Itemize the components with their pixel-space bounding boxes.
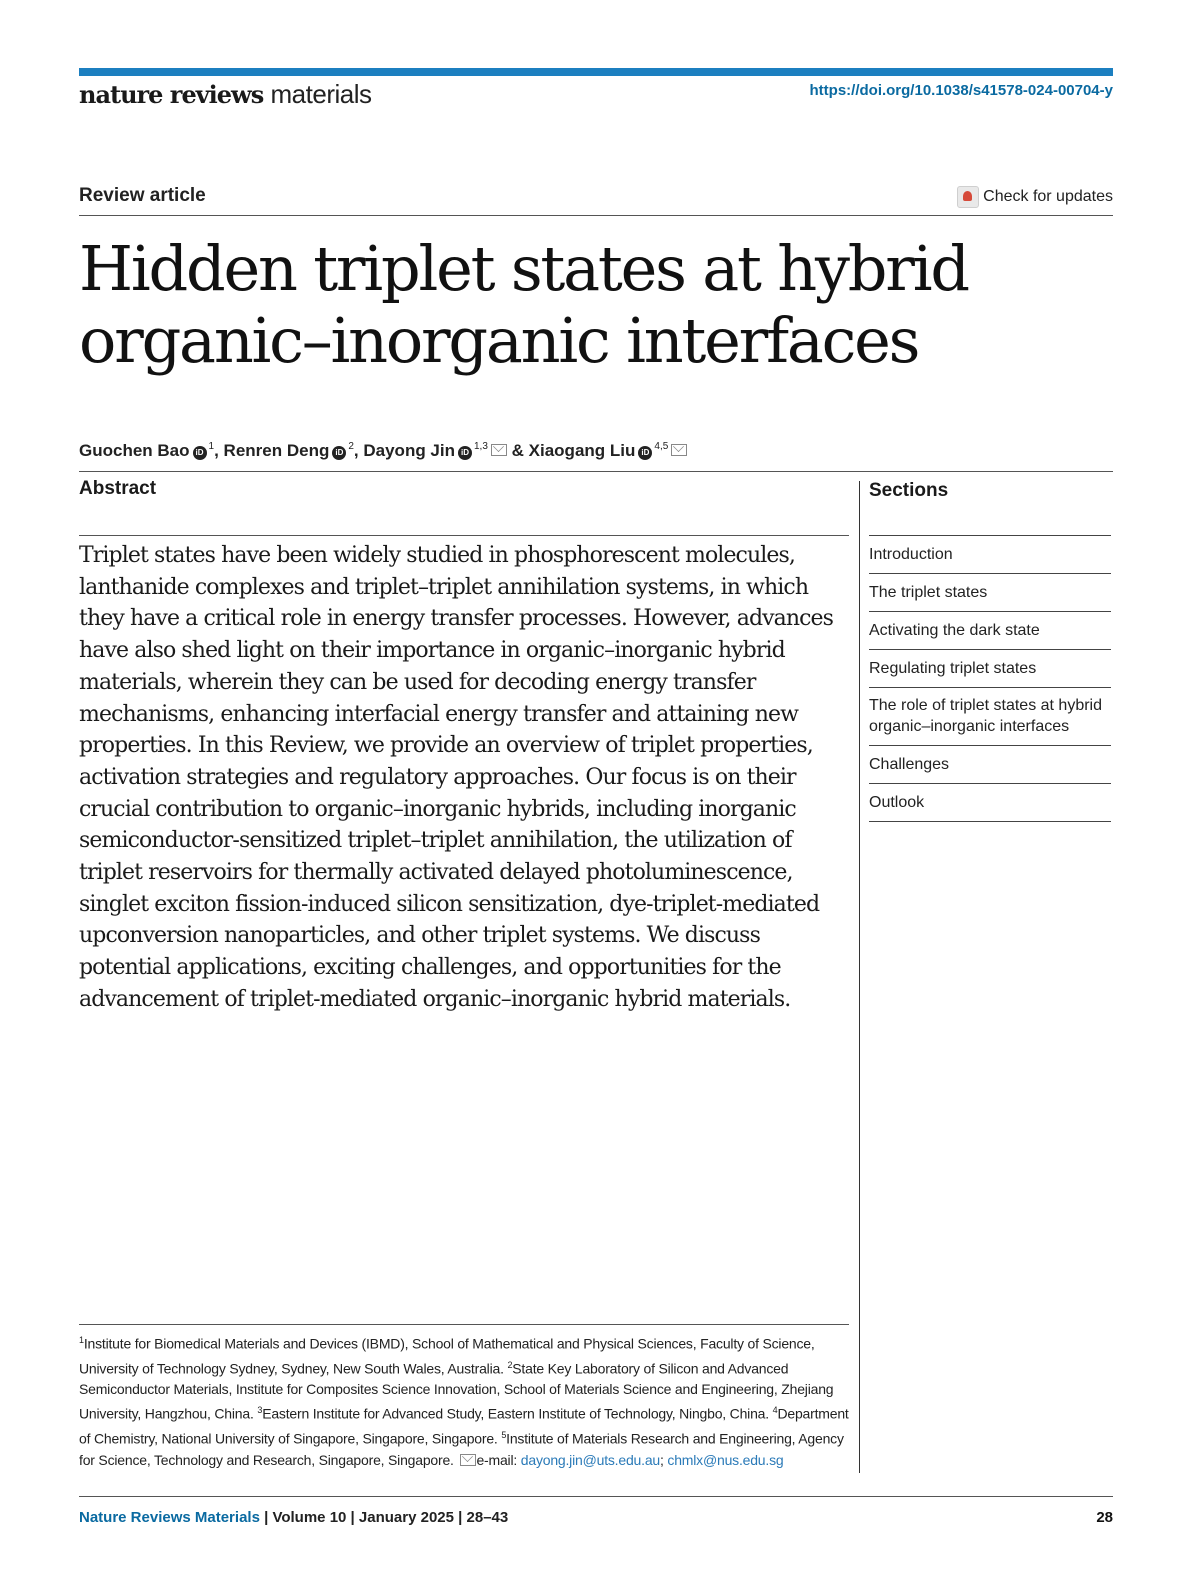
article-title: Hidden triplet states at hybrid organic–inorganic interfaces	[79, 232, 968, 377]
orcid-icon[interactable]: iD	[193, 446, 207, 460]
journal-logo	[79, 77, 372, 112]
affiliation: Department of Chemistry, National University of Singapore, Singapore, Singapore.	[79, 1405, 849, 1447]
affiliations-rule	[79, 1324, 849, 1325]
author-affiliation-sup: 1,3	[474, 441, 488, 452]
author-affiliation-sup: 2	[348, 441, 354, 452]
affiliations-text	[79, 1330, 849, 1471]
section-link-activating-dark-state[interactable]: Activating the dark state	[869, 612, 1111, 650]
section-link-challenges[interactable]: Challenges	[869, 746, 1111, 784]
email-separator: ;	[660, 1451, 664, 1468]
header-accent-bar	[79, 68, 1113, 76]
author-separator: ,	[353, 441, 359, 460]
header-rule	[79, 215, 1113, 216]
authors-rule	[79, 471, 1113, 472]
author-affiliation-sup: 1	[208, 441, 215, 452]
affiliation-sup: 5	[501, 1429, 507, 1440]
column-divider	[859, 481, 860, 1473]
orcid-icon[interactable]: iD	[638, 446, 652, 460]
footer-rule	[79, 1496, 1113, 1497]
author-separator: &	[511, 441, 524, 460]
affiliation-sup: 1	[79, 1335, 84, 1345]
check-for-updates-label: Check for updates	[983, 188, 1113, 205]
journal-brand: nature reviews	[79, 80, 264, 109]
orcid-icon[interactable]: iD	[332, 446, 346, 460]
journal-subtitle: materials	[270, 79, 372, 109]
article-type: Review article	[79, 185, 206, 206]
email-label: e-mail:	[476, 1451, 518, 1468]
author-list	[79, 441, 687, 461]
email-link-liu[interactable]: chmlx@nus.edu.sg	[667, 1451, 784, 1468]
author-affiliation-sup: 4,5	[654, 441, 669, 452]
abstract-rule	[79, 535, 849, 536]
section-link-role-of-triplet-states[interactable]: The role of triplet states at hybrid organic–inorganic interfaces	[869, 688, 1111, 746]
author-name[interactable]: Guochen Bao	[79, 441, 190, 460]
footer-citation	[79, 1509, 508, 1526]
author-separator: ,	[214, 441, 219, 460]
section-link-outlook[interactable]: Outlook	[869, 784, 1111, 822]
sections-list	[869, 535, 1111, 822]
affiliation: State Key Laboratory of Silicon and Advanced Semiconductor Materials, Institute for Composites Science Innovation, School of Materials Science and Engineering, Zhejiang University, Hangzhou, China.	[79, 1360, 834, 1422]
email-envelope-icon[interactable]	[671, 444, 687, 456]
author-name[interactable]: Renren Deng	[223, 441, 330, 460]
email-envelope-icon	[460, 1454, 476, 1466]
affiliation-sup: 2	[507, 1359, 513, 1370]
email-link-jin[interactable]: dayong.jin@uts.edu.au	[520, 1451, 660, 1468]
abstract-heading: Abstract	[79, 478, 157, 499]
affiliation: Eastern Institute for Advanced Study, Eastern Institute of Technology, Ningbo, China.	[262, 1405, 769, 1422]
author-name[interactable]: Dayong Jin	[363, 441, 455, 460]
section-link-introduction[interactable]: Introduction	[869, 536, 1111, 574]
sections-heading: Sections	[869, 480, 949, 501]
section-link-regulating-triplet-states[interactable]: Regulating triplet states	[869, 650, 1111, 688]
affiliation-sup: 3	[257, 1405, 263, 1416]
page-number: 28	[1096, 1509, 1113, 1526]
author-name[interactable]: Xiaogang Liu	[528, 441, 636, 460]
email-envelope-icon[interactable]	[491, 444, 507, 456]
doi-link[interactable]: https://doi.org/10.1038/s41578-024-00704-y	[809, 82, 1113, 99]
affiliation-sup: 4	[772, 1405, 778, 1416]
crossmark-icon	[957, 186, 979, 208]
footer-journal[interactable]: Nature Reviews Materials	[79, 1509, 260, 1526]
footer-volume: | Volume 10 | January 2025 | 28–43	[264, 1509, 509, 1526]
orcid-icon[interactable]: iD	[458, 446, 472, 460]
affiliation: Institute of Materials Research and Engineering, Agency for Science, Technology and Research, Singapore, Singapore.	[79, 1430, 844, 1468]
section-link-triplet-states[interactable]: The triplet states	[869, 574, 1111, 612]
affiliation: Institute for Biomedical Materials and Devices (IBMD), School of Mathematical and Physical Sciences, Faculty of Science, University of Technology Sydney, Sydney, New South Wales, Australia.	[79, 1335, 815, 1377]
check-for-updates-button[interactable]	[957, 186, 1113, 208]
abstract-text: Triplet states have been widely studied in phosphorescent molecules, lanthanide complexes and triplet–triplet annihilation systems, in which they have a critical role in energy transfer processes. However, advances have also shed light on their importance in organic–inorganic hybrid materials, wherein they can be used for decoding energy transfer mechanisms, enhancing interfacial energy transfer and attaining new properties. In this Review, we provide an overview of triplet properties, activation strategies and regulatory approaches. Our focus is on their crucial contribution to organic–inorganic hybrids, including inorganic semiconductor-sensitized triplet–triplet annihilation, the utilization of triplet reservoirs for thermally activated delayed photoluminescence, singlet exciton fission-induced silicon sensitization, dye-triplet-mediated upconversion nanoparticles, and other triplet systems. We discuss potential applications, exciting challenges, and opportunities for the advancement of triplet-mediated organic–inorganic hybrid materials.	[79, 543, 834, 1012]
